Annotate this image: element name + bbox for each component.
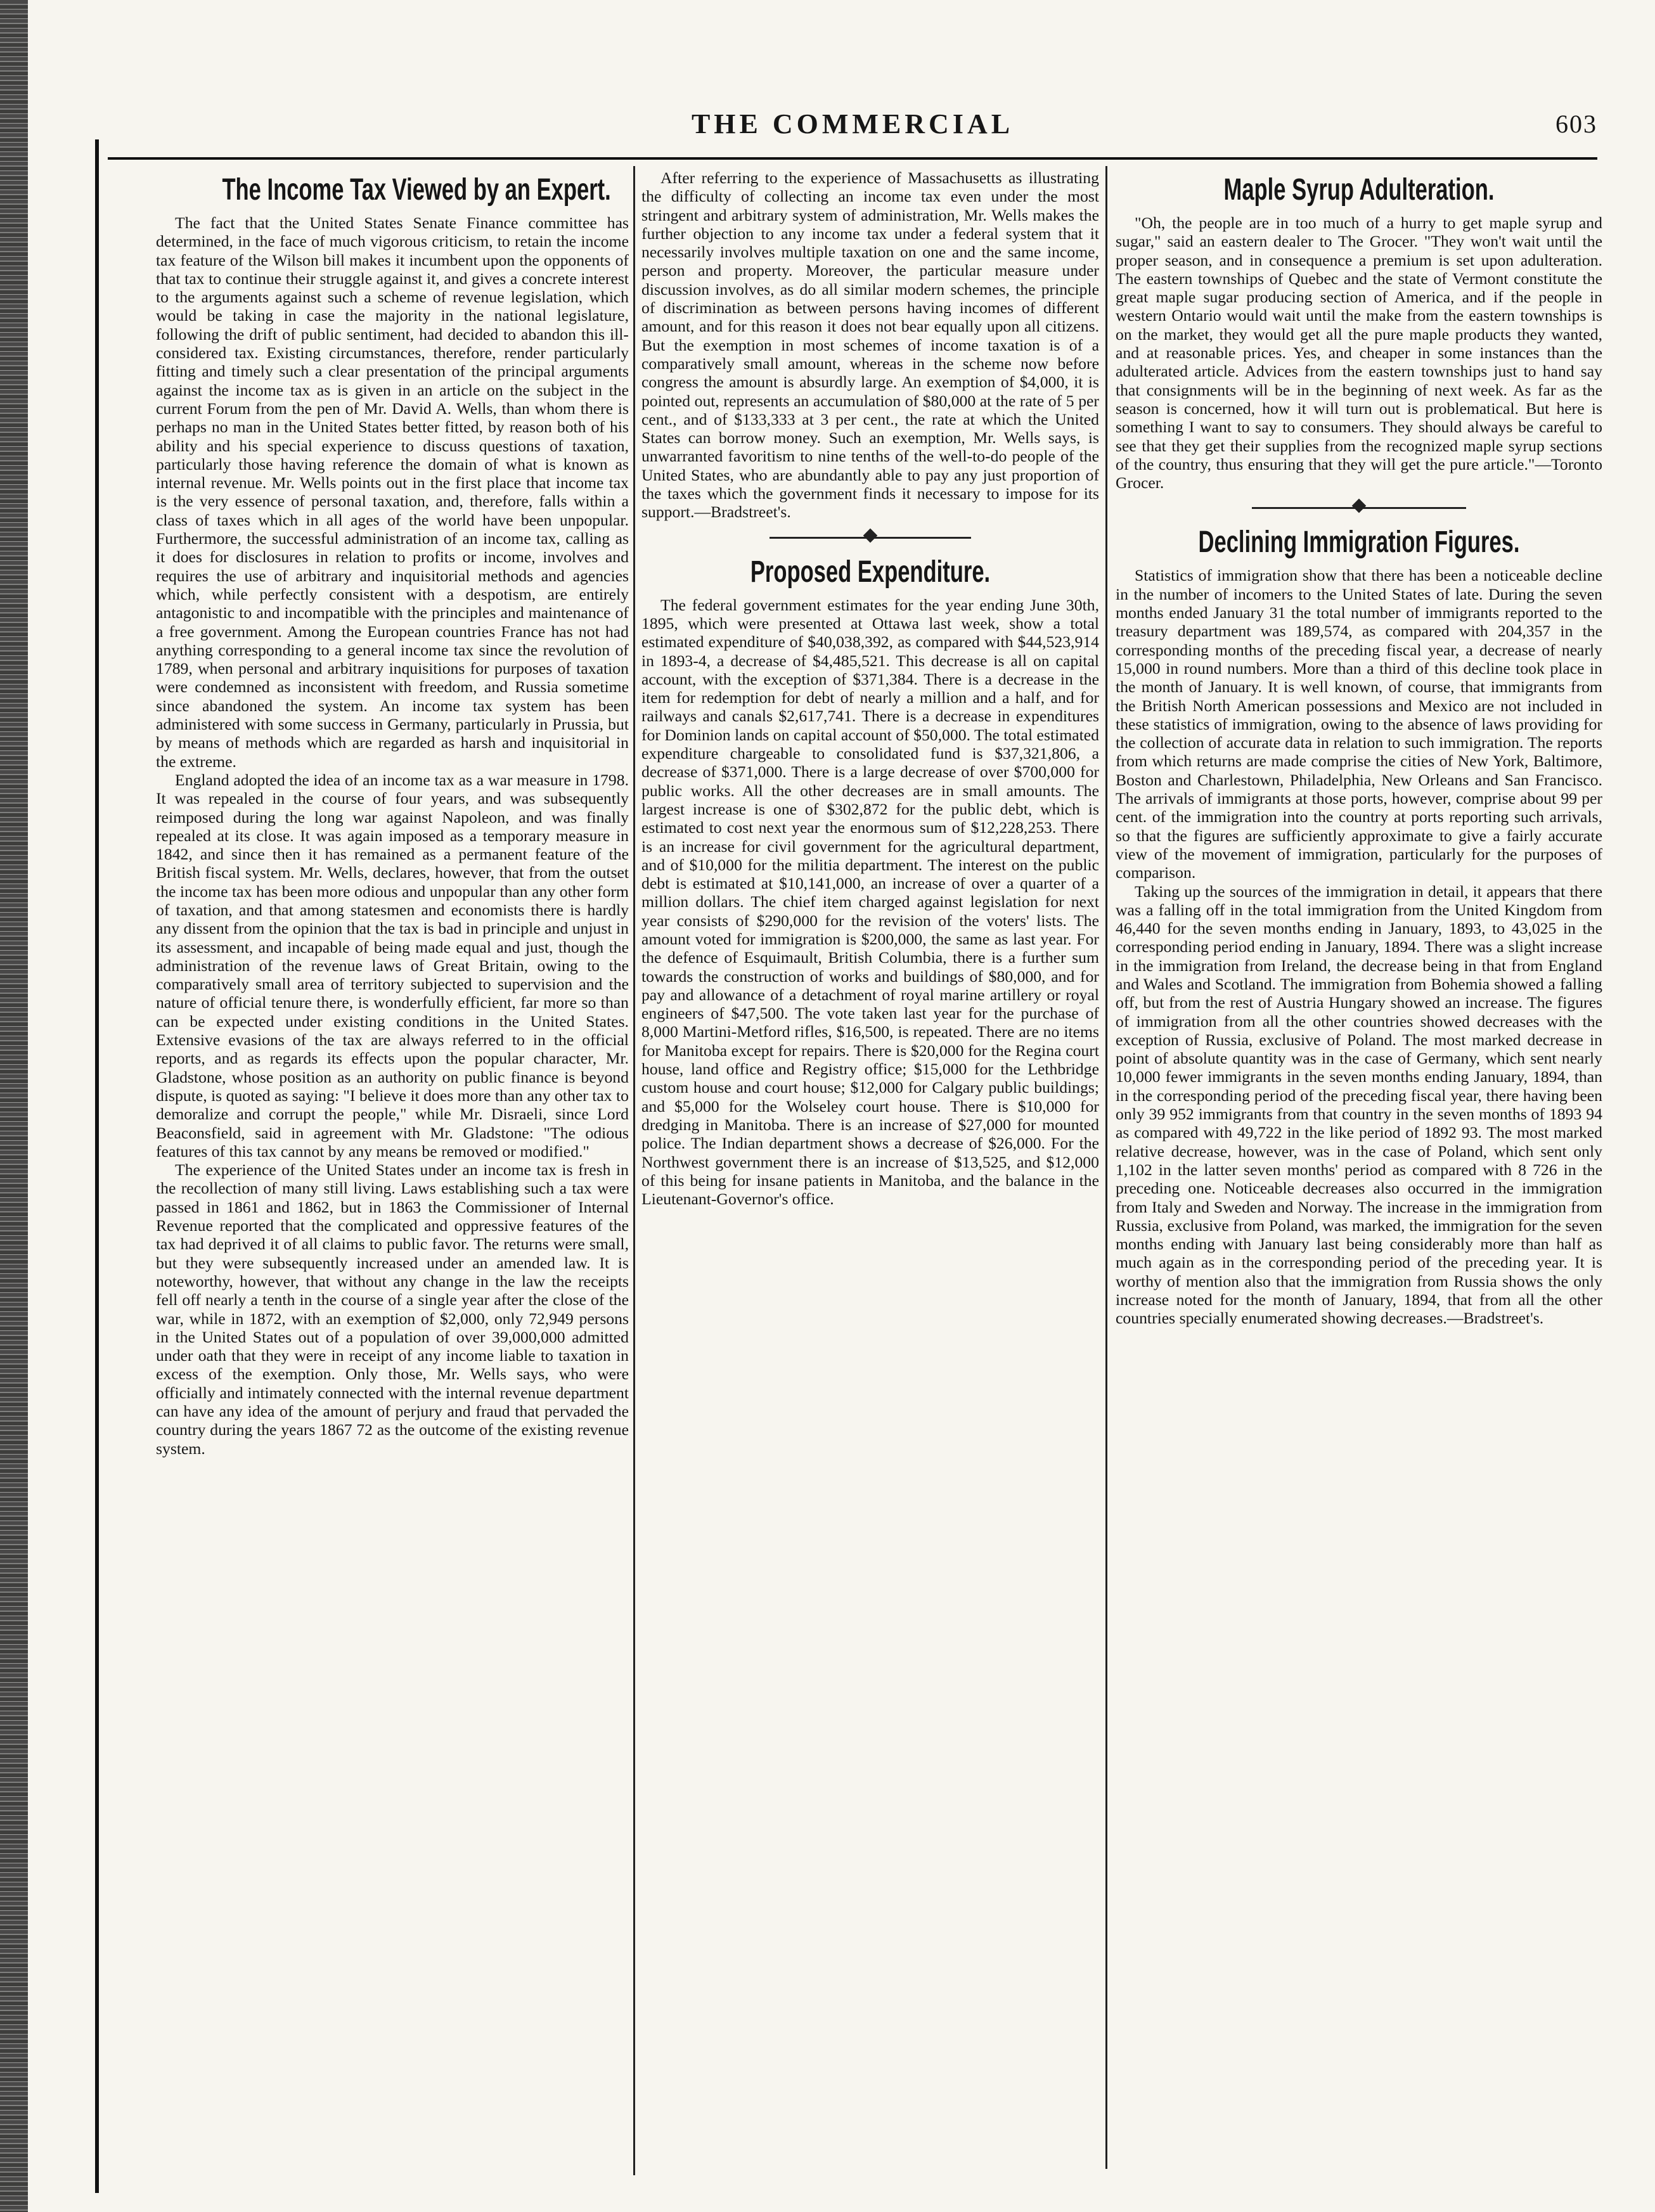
column-1 — [156, 169, 629, 2193]
article-headline: Maple Syrup Adulteration. — [1223, 173, 1495, 207]
article-paragraph: The experience of the United States under an income tax is fresh in the recollection of many still living. Laws establishing such a tax were passed in 1861 and 1862, but in 1863 the Commissioner of Internal Revenue reported that the complicated and oppressive features of the tax had deprived it of all claims to public favor. The returns were small, but they were subsequently increased under an amended law. It is noteworthy, however, that without any change in the law the receipts fell off nearly a tenth in the course of a single year after the close of the war, while in 1872, with an exemption of $2,000, only 72,949 persons in the United States out of a population of over 39,000,000 admitted under oath that they were in receipt of any income liable to taxation in excess of the exemption. Only those, Mr. Wells says, who were officially and intimately connected with the internal revenue department can have any idea of the amount of perjury and fraud that pervaded the country during the years 1867 72 as the outcome of the existing revenue system. — [156, 1161, 629, 1458]
header-rule — [108, 157, 1597, 160]
article-headline: Declining Immigration Figures. — [1198, 525, 1520, 560]
binding-edge — [0, 0, 28, 2212]
column-rule — [633, 166, 635, 2175]
section-divider — [641, 530, 1099, 544]
page-number: 603 — [1555, 110, 1597, 138]
masthead: THE COMMERCIAL — [691, 108, 1014, 139]
article-headline: The Income Tax Viewed by an Expert. — [222, 173, 611, 207]
article-paragraph: The federal government estimates for the year ending June 30th, 1895, which were presented at Ottawa last week, show a total estimated expenditure of $40,038,392, as compared with $44,523,914 in 1893-4, a decrease of $4,485,521. This decrease is all on capital account, with the exception of $371,384. There is a decrease in the item for redemption for debt of nearly a million and a half, and for railways and canals $2,617,741. There is a decrease in expenditures for Dominion lands on capital account of $50,000. The total estimated expenditure chargeable to consolidated fund is $37,321,806, a decrease of $371,000. There is a large decrease of over $700,000 for public works. All the other decreases are in small amounts. The largest increase is one of $302,872 for the public debt, which is estimated to cost next year the enormous sum of $12,228,253. There is an increase for civil government for the agricultural department, and of $10,000 for the militia department. The interest on the public debt is estimated at $10,141,000, an increase of over a quarter of a million dollars. The chief item charged against legislation for next year consists of $290,000 for the revision of the voters' lists. The amount voted for immigration is $200,000, the same as last year. For the defence of Esquimault, British Columbia, there is a further sum towards the construction of works and buildings of $80,000, and for pay and allowance of a detachment of royal marine artillery or royal engineers of $47,500. The vote taken last year for the purchase of 8,000 Martini-Metford rifles, $16,500, is repeated. There are no items for Manitoba except for repairs. There is $20,000 for the Regina court house, land office and Registry office; $15,000 for the Lethbridge custom house and court house; $12,000 for Calgary public buildings; and $5,000 for the Wolseley court house. There is $10,000 for dredging in Manitoba. There is an increase of $27,000 for mounted police. The Indian department shows a decrease of $26,000. For the Northwest government there is an increase of $13,525, and $12,000 of this being for insane patients in Manitoba, and the balance in the Lieutenant-Governor's office. — [641, 595, 1099, 1209]
article-paragraph: England adopted the idea of an income tax as a war measure in 1798. It was repealed in the course of four years, and was subsequently reimposed during the long war against Napoleon, and was finally repealed at its close. It was again imposed as a temporary measure in 1842, and since then it has remained as a permanent feature of the British fiscal system. Mr. Wells, declares, however, that from the outset the income tax has been more odious and unpopular than any other form of taxation, and that among statesmen and economists there is hardly any dissent from the opinion that the tax is bad in principle and unjust in its assessment, and incapable of being made equal and just, though the administration of the revenue laws of Great Britain, owing to the comparatively small area of territory subjected to supervision and the nature of official tenure there, is wonderfully efficient, far more so than can be expected under existing conditions in the United States. Extensive evasions of the tax are always referred to in the official reports, and as regards its effects upon the popular character, Mr. Gladstone, whose position as an authority on public finance is beyond dispute, is quoted as saying: "I believe it does more than any other tax to demoralize and corrupt the people," while Mr. Disraeli, since Lord Beaconsfield, said in agreement with Mr. Gladstone: "The odious features of this tax cannot by any means be removed or modified." — [156, 770, 629, 1161]
column-3 — [1116, 169, 1602, 2193]
article-immigration — [1116, 525, 1602, 1327]
article-paragraph: The fact that the United States Senate Finance committee has determined, in the face of much vigorous criticism, to retain the income tax feature of the Wilson bill makes it incumbent upon the opponents of that tax to continue their struggle against it, and gives a concrete interest to the arguments against such a scheme of revenue legislation, which would be taking in case the majority in the national legislature, following the drift of public sentiment, had decided to abandon this ill-considered tax. Existing circumstances, therefore, render particularly fitting and timely such a clear presentation of the principal arguments against the income tax as is given in an article on the subject in the current Forum from the pen of Mr. David A. Wells, than whom there is perhaps no man in the United States better fitted, by reason both of his ability and his special experience to discuss questions of taxation, particularly those having reference the domain of what is known as internal revenue. Mr. Wells points out in the first place that income tax is the very essence of personal taxation, and, therefore, falls within a class of taxes which in all ages of the world have been unpopular. Furthermore, the successful administration of an income tax, calling as it does for disclosures in relation to profits or income, involves and requires the use of arbitrary and inquisitorial methods and agencies which, while perfectly consistent with a despotism, are entirely antagonistic to and incompatible with the principles and maintenance of a free government. Among the European countries France has not had anything corresponding to a general income tax since the revolution of 1789, when personal and arbitrary inquisitions for purposes of taxation were condemned as inconsistent with freedom, and Russia sometime since abandoned the system. An income tax system has been administered with some success in Germany, particularly in Prussia, but by means of methods which are regarded as harsh and inquisitorial in the extreme. — [156, 214, 629, 771]
article-expenditure — [641, 555, 1099, 1209]
article-paragraph: After referring to the experience of Massachusetts as illustrating the difficulty of collecting an income tax even under the most stringent and arbitrary system of administration, Mr. Wells makes the further objection to any income tax under a federal system that it necessarily involves multiple taxation on one and the same income, person and property. Moreover, the particular measure under discussion involves, as do all similar modern schemes, the principle of discrimination as between persons having incomes of different amount, and for this reason it does not bear equally upon all citizens. But the exemption in most schemes of income taxation is of a comparatively small amount, whereas in the scheme now before congress the amount is absurdly large. An exemption of $4,000, it is pointed out, represents an accumulation of $80,000 at the rate of 5 per cent., and of $133,333 at 3 per cent., the rate at which the United States can borrow money. Such an exemption, Mr. Wells says, is unwarranted favoritism to nine tenths of the well-to-do people of the United States, who are abundantly able to pay any just proportion of the taxes which the government finds it necessary to impose for its support.—Bradstreet's. — [641, 169, 1099, 522]
article-paragraph: Taking up the sources of the immigration in detail, it appears that there was a falling off in the total immigration from the United Kingdom from 46,440 for the seven months ending in January, 1893, to 43,025 in the corresponding period ending in January, 1894. There was a slight increase in the immigration from Ireland, the decrease being in that from England and Wales and Scotland. The immigration from Bohemia showed a falling off, but from the rest of Austria Hungary showed an increase. The figures of immigration from all the other countries showed decreases with the exception of Russia, exclusive of Poland. The most marked decrease in point of absolute quantity was in the case of Germany, which sent nearly 10,000 fewer immigrants in the seven months ending January, 1894, than in the corresponding period of the preceding fiscal year, there having been only 39 952 immigrants from that country in the seven months of 1893 94 as compared with 49,722 in the like period of 1892 93. The most marked relative decrease, however, was in the case of Poland, which sent only 1,102 in the latter seven months' period as compared with 8 726 in the preceding one. Noticeable decreases also occurred in the immigration from Italy and Sweden and Norway. The increase in the immigration from Russia, exclusive from Poland, was marked, the immigration for the seven months ending with January last being considerably more than half as much again as in the corresponding period of the preceding year. It is worthy of mention also that the immigration from Russia shows the only increase noted for the month of January, 1894, that from all the other countries specially enumerated showing decreases.—Bradstreet's. — [1116, 882, 1602, 1328]
margin-rule — [95, 139, 99, 2193]
article-paragraph: Statistics of immigration show that there has been a noticeable decline in the number of incomers to the United States of late. During the seven months ended January 31 the total number of immigrants reported to the treasury department was 189,574, as compared with 204,357 in the corresponding months of the preceding fiscal year, a decrease of nearly 15,000 in round numbers. More than a third of this decline took place in the month of January. It is well known, of course, that immigrants from the British North American possessions and Mexico are not included in these statistics of immigration, owing to the absence of laws providing for the collection of accurate data in relation to such immigration. The reports from which returns are made comprise the cities of New York, Baltimore, Boston and Charlestown, Philadelphia, New Orleans and San Francisco. The arrivals of immigrants at those ports, however, comprise about 99 per cent. of the immigration into the country at ports reporting such arrivals, so that the figures are sufficiently approximate to give a fairly accurate view of the movement of immigration, particularly for the purposes of comparison. — [1116, 566, 1602, 882]
article-headline: Proposed Expenditure. — [750, 555, 991, 589]
page-header — [108, 108, 1597, 146]
article-paragraph: "Oh, the people are in too much of a hurry to get maple syrup and sugar," said an eastern dealer to The Grocer. "They won't wait until the proper season, and in consequence a premium is set upon adulteration. The eastern townships of Quebec and the state of Vermont constitute the great maple sugar producing section of America, and if the people in western Ontario would wait until the make from the eastern townships is on the market, they would get all the pure maple products they wanted, and at reasonable prices. Yes, and cheaper in some instances than the adulterated article. Advices from the eastern townships just to hand say that consignments will be in the beginning of next week. As far as the season is concerned, how it will turn out is problematical. But here is something I want to say to consumers. They should always be careful to see that they get their supplies from the recognized maple syrup sections of the country, thus ensuring that they will get the pure article."—Toronto Grocer. — [1116, 214, 1602, 492]
column-2 — [641, 169, 1099, 2193]
article-income-tax — [156, 172, 629, 1458]
column-rule — [1105, 166, 1107, 2169]
article-maple-syrup — [1116, 172, 1602, 492]
section-divider — [1116, 501, 1602, 515]
